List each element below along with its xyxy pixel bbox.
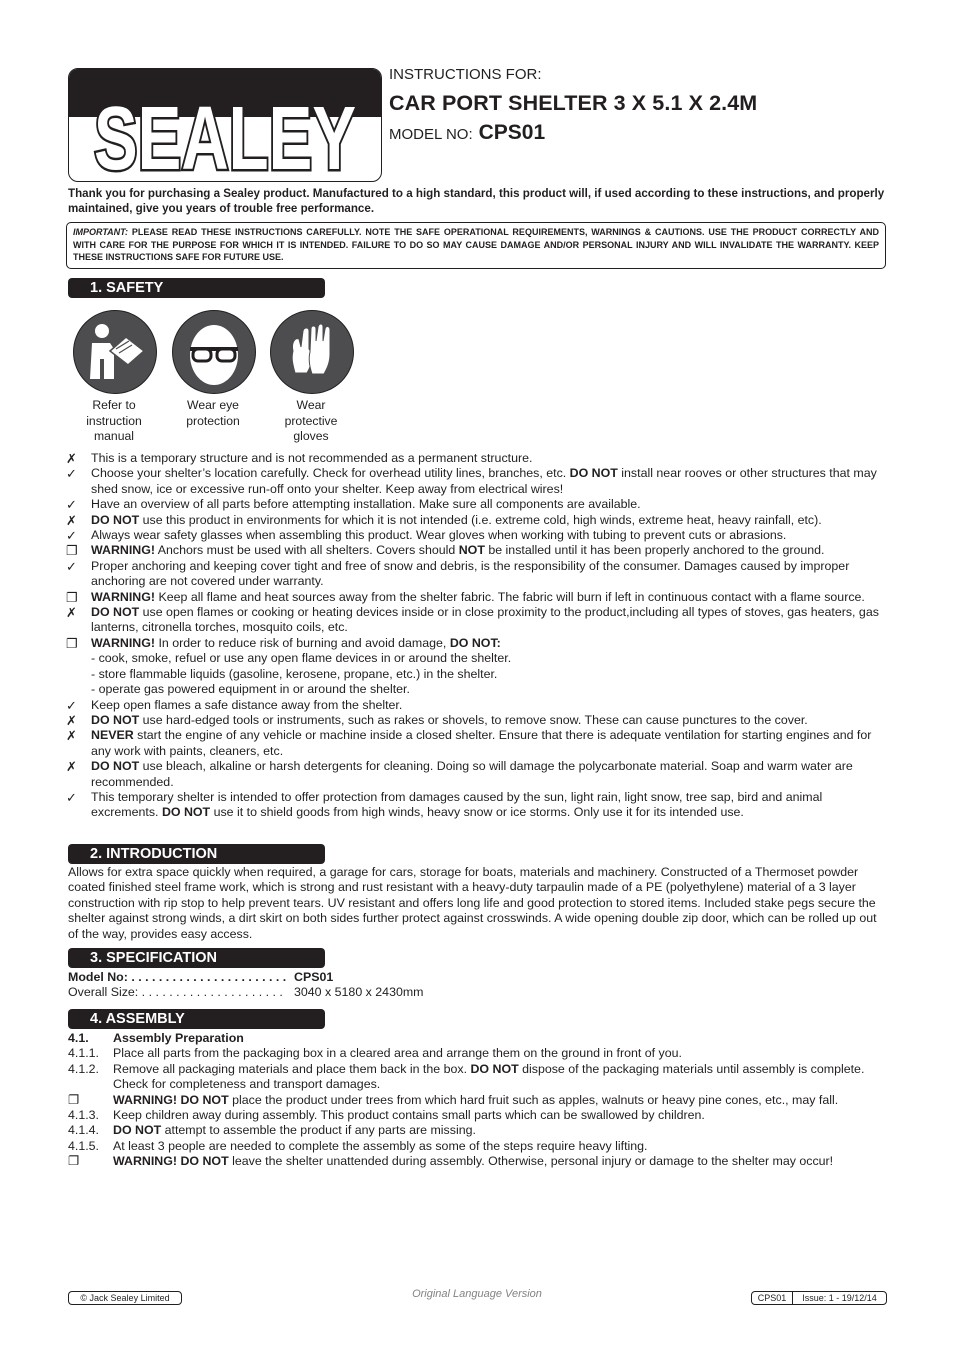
issue-badge bbox=[751, 1291, 887, 1305]
list-item: ❐ WARNING! Anchors must be used with all shelters. Covers should NOT be installed until it has been properly anchored to the ground. bbox=[66, 543, 825, 559]
sub-item: - cook, smoke, refuel or use any open flame devices in or around the shelter. bbox=[91, 651, 512, 666]
list-item: ❐ WARNING! Keep all flame and heat sources away from the shelter fabric. The fabric will burn if left in continuous contact with a flame source. bbox=[66, 589, 865, 605]
caption-eye-protection: Wear eye protection bbox=[186, 398, 240, 428]
important-text: PLEASE READ THESE INSTRUCTIONS CAREFULLY. NOTE THE SAFE OPERATIONAL REQUIREMENTS, WARNINGS & CAUTIONS. USE THE PRODUCT CORRECTLY AND WITH CARE FOR THE PURPOSE FOR WHICH IT IS INTENDED. FAILURE TO DO SO MAY CAUSE DAMAGE AND/OR PERSONAL INJURY AND WILL INVALIDATE THE WARRANTY. KEEP THESE INSTRUCTIONS SAFE FOR FUTURE USE. bbox=[73, 227, 879, 263]
read-manual-icon bbox=[73, 310, 157, 394]
list-item: ✗ NEVER start the engine of any vehicle or machine inside a closed shelter. Ensure that there is adequate ventilation for starting engines and for any work with paints, cleaners, etc. bbox=[66, 728, 872, 758]
sub-item: - operate gas powered equipment in or around the shelter. bbox=[91, 682, 410, 697]
bullet-mark: ✓ bbox=[66, 789, 77, 805]
list-item: ✓ Proper anchoring and keeping cover tight and free of snow and debris, is the responsibility of the consumer. Damages caused by improper anchoring are not covered under warranty. bbox=[66, 558, 850, 589]
bullet-mark: ❐ bbox=[66, 635, 78, 651]
bullet-mark: ✗ bbox=[66, 728, 77, 744]
list-item: ❐ WARNING! DO NOT leave the shelter unattended during assembly. Otherwise, personal injury or damage to the shelter may occur! bbox=[68, 1154, 834, 1169]
list-item: ✓ Choose your shelter’s location carefully. Check for overhead utility lines, branches, etc. DO NOT install near rooves or other structures that may shed snow, ice or excessive run-off onto your shelter. Keep away from electrical wires! bbox=[66, 466, 877, 496]
list-item: ✗ DO NOT use open flames or cooking or heating devices inside or in close proximity to the product,including all types of stoves, gas heaters, gas lanterns, citronella torches, mosquito coils, etc. bbox=[66, 605, 879, 635]
bullet-mark: ✗ bbox=[66, 759, 77, 775]
spec-value: CPS01 bbox=[294, 970, 334, 984]
important-notice bbox=[66, 222, 886, 269]
logo-lettering bbox=[69, 69, 381, 181]
list-item: 4.1.4. DO NOT attempt to assemble the product if any parts are missing. bbox=[68, 1123, 476, 1138]
section-heading-safety: 1. SAFETY bbox=[68, 278, 325, 298]
copyright-badge: © Jack Sealey Limited bbox=[68, 1291, 182, 1305]
spec-value: 3040 x 5180 x 2430mm bbox=[294, 985, 424, 1000]
section-heading-assembly: 4. ASSEMBLY bbox=[68, 1009, 325, 1029]
caption-gloves: Wear protective gloves bbox=[284, 398, 338, 443]
introduction-text: Allows for extra space quickly when required, a garage for cars, storage for boats, materials and machinery. Constructed of a Thermoset powder coated finished steel frame work, which is strong and rust resistant with a heavy-duty tarpaulin made of a PE (polyethylene) material of a 3 layer construction with rip stop to help prevent tears. UV resistant and offers long life and good protection to stored items. Included stake pegs secure the shelter against strong winds, a dirt skirt on both sides further protect against crosswinds. A wide opening double zip door, which can be rolled up out of the way, provides easy access. bbox=[68, 865, 877, 941]
thank-you-text: Thank you for purchasing a Sealey product. Manufactured to a high standard, this product will, if used according to these instructions, and properly maintained, give you years of trouble free performance. bbox=[68, 187, 885, 215]
footer-model: CPS01 bbox=[752, 1292, 793, 1304]
bullet-mark: ✓ bbox=[66, 528, 77, 544]
list-item: 4.1.2. Remove all packaging materials and place them back in the box. DO NOT dispose of the packaging materials until assembly is complete. bbox=[68, 1061, 865, 1076]
bullet-mark: ✓ bbox=[66, 466, 77, 482]
bullet-mark: ✗ bbox=[66, 512, 77, 528]
sub-item: - store flammable liquids (gasoline, kerosene, propane, etc.) in the shelter. bbox=[91, 666, 498, 681]
list-item: 4.1.3. Keep children away during assembly. This product contains small parts which can be swallowed by children. bbox=[68, 1108, 705, 1123]
list-item: ✓ Always wear safety glasses when assembling this product. Wear gloves when working with tubing to prevent cuts or abrasions. bbox=[66, 528, 787, 544]
model-number: CPS01 bbox=[478, 121, 546, 144]
bullet-mark: ✗ bbox=[66, 451, 77, 466]
list-item: 4.1.5. At least 3 people are needed to complete the assembly as some of the steps require heavy lifting. bbox=[68, 1138, 648, 1153]
instructions-for-label: INSTRUCTIONS FOR: bbox=[389, 66, 542, 83]
list-item: Check for completeness and transport damages. bbox=[113, 1077, 381, 1092]
list-item: ✓ This temporary shelter is intended to offer protection from damages caused by the sun, light rain, light snow, tree sap, bird and animal excrements. DO NOT use it to shield goods from high winds, heavy snow or ice storms. Only use it for its intended use. bbox=[66, 789, 823, 820]
list-item: ❐ WARNING! DO NOT place the product under trees from which hard fruit such as apples, walnuts or heavy pine cones, etc., may fall. bbox=[68, 1092, 839, 1107]
safety-list bbox=[66, 451, 888, 821]
footer-issue: Issue: 1 - 19/12/14 bbox=[802, 1293, 877, 1303]
specification-table bbox=[68, 970, 424, 1001]
model-label: MODEL NO: bbox=[389, 126, 473, 143]
spec-label: Overall Size: . . . . . . . . . . . . . . . . . . . . . bbox=[68, 985, 283, 1000]
list-item: ✗ DO NOT use hard-edged tools or instruments, such as rakes or shovels, to remove snow. These can cause punctures to the cover. bbox=[66, 712, 808, 728]
spec-label: Model No: . . . . . . . . . . . . . . . . . . . . . . . bbox=[68, 970, 287, 984]
section-heading-introduction: 2. INTRODUCTION bbox=[68, 844, 325, 864]
page-title: CAR PORT SHELTER 3 X 5.1 X 2.4M bbox=[389, 91, 758, 115]
eye-protection-icon bbox=[172, 310, 256, 394]
model-line bbox=[389, 121, 545, 145]
list-item: ✓ Keep open flames a safe distance away from the shelter. bbox=[66, 697, 403, 713]
bullet-mark: ✗ bbox=[66, 712, 77, 728]
bullet-mark: ✓ bbox=[66, 497, 77, 513]
bullet-mark: ✗ bbox=[66, 605, 77, 621]
list-item: ✗ DO NOT use this product in environments for which it is not intended (i.e. extreme cold, high winds, extreme heat, heavy rainfall, etc). bbox=[66, 512, 822, 528]
language-note: Original Language Version bbox=[412, 1288, 542, 1300]
assembly-list bbox=[68, 1031, 888, 1170]
important-label: IMPORTANT: bbox=[73, 227, 128, 237]
list-item: 4.1.1. Place all parts from the packaging box in a cleared area and arrange them on the ground in front of you. bbox=[68, 1046, 682, 1061]
bullet-mark: ✓ bbox=[66, 697, 77, 713]
logo-text: SEALEY bbox=[94, 89, 356, 181]
list-item: ❐ WARNING! In order to reduce risk of burning and avoid damage, DO NOT: bbox=[66, 635, 501, 651]
list-item: ✓ Have an overview of all parts before attempting installation. Make sure all components are available. bbox=[66, 497, 641, 513]
bullet-mark: ✓ bbox=[66, 558, 77, 574]
spec-row bbox=[68, 970, 424, 985]
caption-refer-to-manual: Refer to instruction manual bbox=[86, 398, 142, 443]
sealey-logo bbox=[68, 68, 382, 182]
list-item: ✗ This is a temporary structure and is not recommended as a permanent structure. bbox=[66, 451, 533, 466]
spec-row bbox=[68, 985, 424, 1000]
list-item: ✗ DO NOT use bleach, alkaline or harsh detergents for cleaning. Doing so will damage the polycarbonate material. Soap and warm water are recommended. bbox=[66, 759, 853, 789]
section-heading-specification: 3. SPECIFICATION bbox=[68, 948, 325, 968]
gloves-icon bbox=[270, 310, 354, 394]
list-item: 4.1. Assembly Preparation bbox=[68, 1031, 244, 1045]
bullet-mark: ❐ bbox=[66, 589, 78, 605]
bullet-mark: ❐ bbox=[66, 543, 78, 559]
